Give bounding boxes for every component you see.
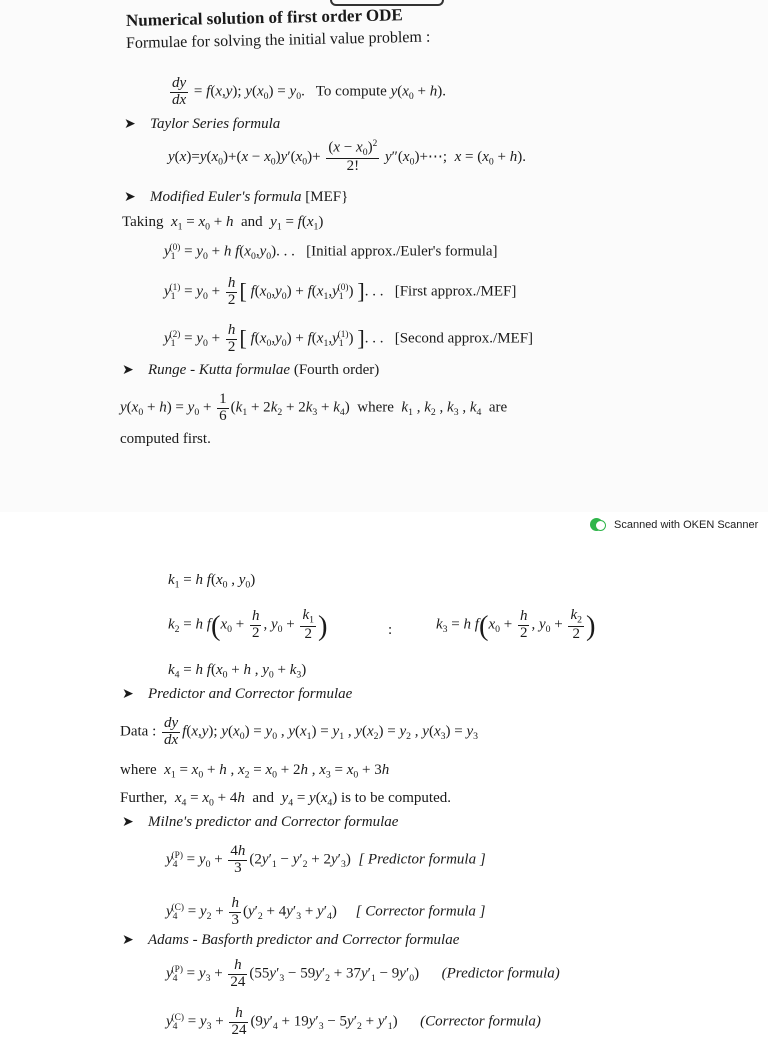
rk-k1: $k_1 = h$ $f(x_0$ , $y_0$) bbox=[168, 572, 256, 591]
bullet-arrow-icon: ➤ bbox=[122, 687, 134, 702]
milne-heading: ➤ Milne's predictor and Corrector formulae bbox=[122, 814, 399, 830]
rk-computed-first: computed first. bbox=[120, 431, 211, 447]
intro-text: Formulae for solving the initial value problem : bbox=[125, 28, 431, 52]
to-compute-label: To compute bbox=[315, 83, 387, 100]
scanner-label: Scanned with OKEN Scanner bbox=[614, 519, 759, 531]
adams-heading: ➤ Adams - Basforth predictor and Corrector formulae bbox=[122, 932, 460, 948]
adams-corrector: $y_4^{(C)} = y_3$ + $\frac{h}{24}$ $(9y'_4 + 19y'_3 - 5y'_2 + y'_1)$ (Corrector formula) bbox=[166, 1005, 541, 1038]
document-page-1 bbox=[0, 0, 768, 512]
mef-heading: ➤ Modified Euler's formula [MEF} bbox=[124, 189, 349, 205]
bullet-arrow-icon: ➤ bbox=[124, 190, 136, 205]
mef-second-approx: $y_1^{(2)} = y_0$ + $\frac{h}{2}$ [ $f(x_0,y_0) + f(x_1,y_1^{(1)})$ ]. . . [Second approx./MEF] bbox=[164, 322, 534, 355]
rk-k2: $k_2 = h$ $f(x_0$ + $\frac{h}{2}$ , $y_0$ + $\frac{k_1}{2}$ ) bbox=[168, 607, 328, 642]
milne-corrector: $y_4^{(C)} = y_2$ + $\frac{h}{3}$ $(y'_2 + 4y'_3 + y'_4)$ [ Corrector formula ] bbox=[166, 895, 486, 928]
mef-taking-line: Taking $x_1 = x_0 + h$ and $y_1 = f(x_1)$ bbox=[122, 214, 324, 233]
bullet-arrow-icon: ➤ bbox=[124, 117, 136, 132]
milne-predictor: $y_4^{(P)} = y_0$ + $\frac{4h}{3}$ $(2y'_1 - y'_2 + 2y'_3)$ [ Predictor formula ] bbox=[166, 843, 486, 876]
pc-further-line: Further, $x_4 = x_0 + 4h$ and $y_4 = y(x_4)$ is to be computed. bbox=[120, 790, 451, 809]
pc-heading: ➤ Predictor and Corrector formulae bbox=[122, 686, 353, 702]
taylor-formula: $y(x)=y(x_0)+(x - x_0)y'(x_0)+$ $\frac{(x - x_0)^2}{2!}$ $y''(x_0)+\cdots$; $x = (x_0 + h)$. bbox=[168, 139, 526, 175]
bullet-arrow-icon: ➤ bbox=[122, 933, 134, 948]
mef-first-approx: $y_1^{(1)} = y_0$ + $\frac{h}{2}$ [ $f(x_0,y_0) + f(x_1,y_1^{(0)})$ ]. . . [First approx./MEF] bbox=[164, 275, 517, 308]
mef-initial-approx: $y_1^{(0)} = y_0 + h$ $f(x_0,y_0)$. . . [Initial approx./Euler's formula] bbox=[164, 243, 498, 262]
ivp-equation: $\frac{dy}{dx}$ = f(x,y); $y(x_0) = y_0$. To compute $y(x_0 + h)$. bbox=[172, 75, 446, 108]
scanner-watermark bbox=[590, 518, 758, 532]
bullet-arrow-icon: ➤ bbox=[122, 363, 134, 378]
taylor-heading: ➤ Taylor Series formula bbox=[124, 116, 281, 132]
rk-heading: ➤ Runge - Kutta formulae (Fourth order) bbox=[122, 362, 380, 378]
page-title: Numerical solution of first order ODE bbox=[125, 5, 403, 30]
pc-data-line: Data : $\frac{dy}{dx}$ f(x,y); $y(x_0) = y_0$ , $y(x_1) = y_1$ , $y(x_2) = y_2$ , $y(x_3) = y_3$ bbox=[120, 715, 479, 748]
rk-k4: $k_4 = h$ $f(x_0 + h$ , $y_0 + k_3$) bbox=[168, 662, 307, 681]
pc-where-line: where $x_1 = x_0 + h$ , $x_2 = x_0 + 2h$ , $x_3 = x_0 + 3h$ bbox=[120, 762, 390, 781]
scanner-logo-icon bbox=[590, 518, 608, 532]
bullet-arrow-icon: ➤ bbox=[122, 815, 134, 830]
rk-k3: $k_3 = h$ $f(x_0$ + $\frac{h}{2}$ , $y_0$ + $\frac{k_2}{2}$ ) bbox=[436, 607, 596, 642]
adams-predictor: $y_4^{(P)} = y_3$ + $\frac{h}{24}$ $(55y'_3 - 59y'_2 + 37y'_1 - 9y'_0)$ (Predictor formula) bbox=[166, 957, 560, 990]
document-page-2 bbox=[0, 540, 768, 1038]
rk-formula: $y(x_0 + h) = y_0$ + $\frac{1}{6}$ $(k_1 + 2k_2 + 2k_3 + k_4)$ where $k_1$ , $k_2$ , $k_3$ , $k_4$ are bbox=[120, 391, 508, 424]
dy-dx-fraction: $\frac{dy}{dx}$ bbox=[172, 75, 187, 108]
colon-separator: : bbox=[388, 622, 393, 638]
